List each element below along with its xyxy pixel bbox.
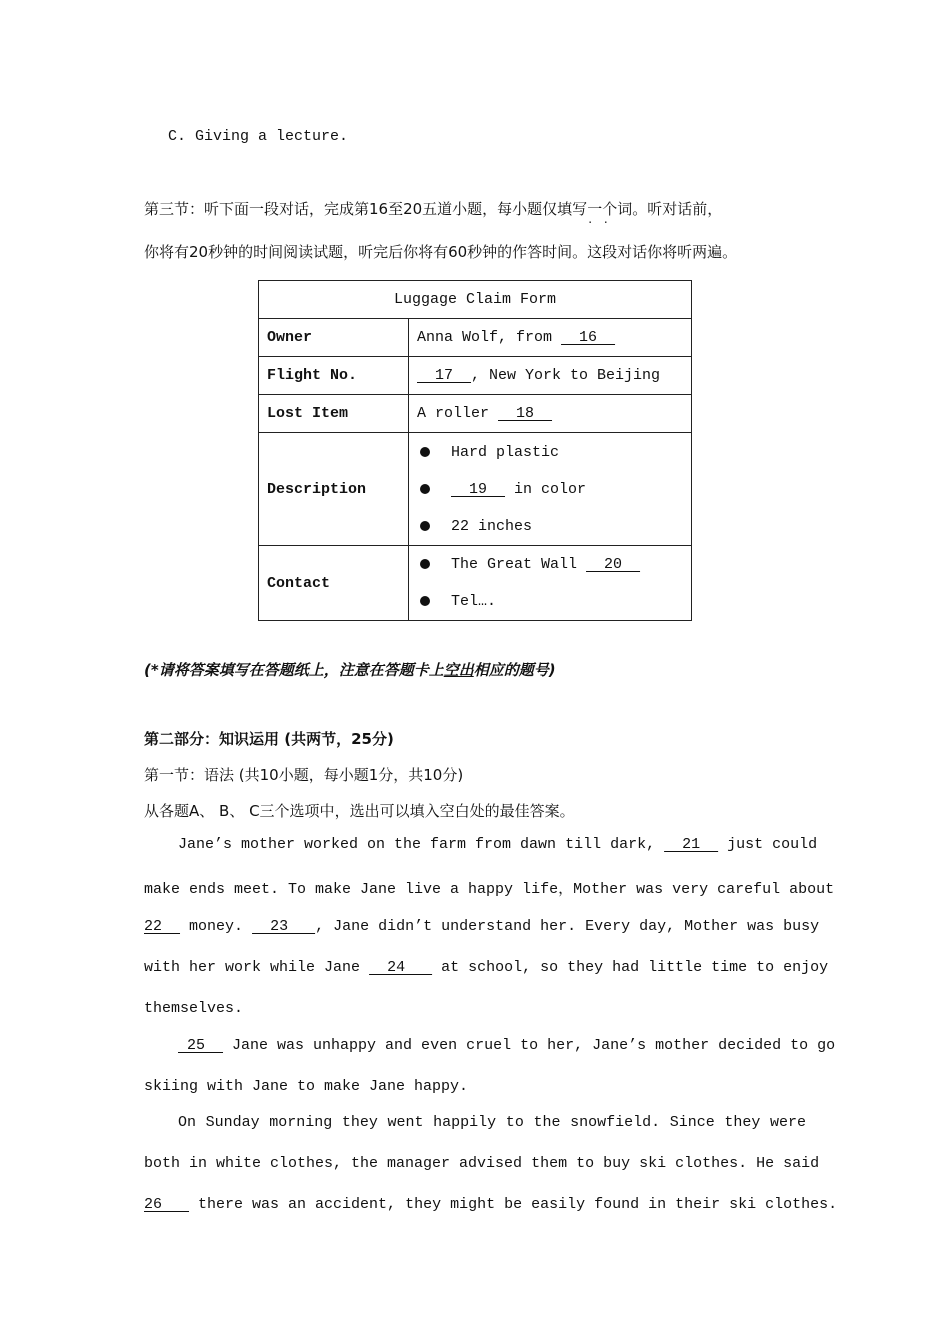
lost-item-cell: [409, 395, 692, 433]
description-cell: [409, 433, 692, 546]
contact-hotel: The Great Wall: [451, 556, 587, 573]
lost-item-label: Lost Item: [259, 395, 409, 433]
passage-text: at school, so they had little time to enjoy: [441, 959, 829, 976]
description-item-size: 22 inches: [417, 508, 683, 545]
color-suffix: in color: [505, 480, 587, 498]
passage-line-9: both in white clothes, the manager advised them to buy ski clothes. He said: [144, 1155, 820, 1172]
answer-note: [144, 659, 556, 680]
lost-item-value: A roller: [417, 405, 499, 422]
passage-text: money.: [189, 918, 244, 935]
blank-25: 25: [178, 1037, 224, 1054]
blank-23: 23: [252, 918, 316, 935]
owner-cell: [409, 319, 692, 357]
part2-subtitle: 第一节：语法 (共10小题，每小题1分，共10分): [144, 766, 464, 784]
blank-17: 17: [417, 367, 472, 384]
blank-24: 24: [369, 959, 433, 976]
contact-item-tel: Tel….: [417, 583, 683, 620]
contact-cell: [409, 546, 692, 621]
description-label: Description: [259, 433, 409, 546]
option-c: C. Giving a lecture.: [168, 128, 349, 145]
section3-line1-a: 第三节：听下面一段对话，完成第16至20五道小题，每小题仅填写: [144, 200, 588, 218]
note-b: 相应的题号): [473, 661, 556, 679]
passage-text: there was an accident, they might be easily found in their ski clothes.: [198, 1196, 838, 1213]
section3-line1-b: 词。听对话前，: [617, 200, 723, 218]
section3-instruction-line1: [144, 198, 722, 219]
passage-line-3: [144, 918, 820, 935]
flight-value: , New York to Beijing: [471, 367, 661, 384]
passage-line-2: make ends meet. To make Jane live a happy life，Mother was very careful about: [144, 881, 835, 898]
note-a: (*请将答案填写在答题纸上，注意在答题卡上: [144, 661, 444, 679]
blank-22: 22: [144, 918, 181, 935]
owner-value: Anna Wolf, from: [417, 329, 562, 346]
blank-26: 26: [144, 1196, 190, 1213]
passage-line-1: [178, 836, 818, 853]
passage-line-5: themselves.: [144, 1000, 244, 1017]
blank-20: 20: [586, 556, 641, 573]
contact-item-hotel: [417, 546, 683, 583]
passage-text: with her work while Jane: [144, 959, 361, 976]
passage-text: Jane’s mother worked on the farm from dawn till dark,: [178, 836, 656, 853]
note-underlined: 空出: [443, 661, 474, 679]
passage-text: just could: [727, 836, 818, 853]
part2-instruction: 从各题A、 B、 C三个选项中，选出可以填入空白处的最佳答案。: [144, 802, 575, 820]
section3-instruction-line2: 你将有20秒钟的时间阅读试题，听完后你将有60秒钟的作答时间。这段对话你将听两遍。: [144, 243, 738, 261]
blank-18: 18: [498, 405, 553, 422]
luggage-claim-form: [258, 280, 692, 621]
blank-19: 19: [451, 480, 506, 498]
passage-line-7: skiing with Jane to make Jane happy.: [144, 1078, 469, 1095]
owner-label: Owner: [259, 319, 409, 357]
section3-emphasis: 一个 . .: [587, 200, 617, 218]
passage-line-6: [178, 1037, 836, 1054]
flight-cell: [409, 357, 692, 395]
blank-16: 16: [561, 329, 616, 346]
description-item-material: Hard plastic: [417, 434, 683, 471]
form-title: Luggage Claim Form: [259, 281, 692, 319]
description-item-color: [417, 471, 683, 508]
blank-21: 21: [664, 836, 719, 853]
passage-line-8: On Sunday morning they went happily to the snowfield. Since they were: [178, 1114, 806, 1131]
passage-line-10: [144, 1196, 838, 1213]
flight-label: Flight No.: [259, 357, 409, 395]
passage-text: Jane was unhappy and even cruel to her, Jane’s mother decided to go: [232, 1037, 836, 1054]
part2-title: 第二部分：知识运用 (共两节，25分): [144, 730, 394, 748]
contact-label: Contact: [259, 546, 409, 621]
passage-line-4: [144, 959, 829, 976]
passage-text: , Jane didn’t understand her. Every day, Mother was busy: [315, 918, 820, 935]
